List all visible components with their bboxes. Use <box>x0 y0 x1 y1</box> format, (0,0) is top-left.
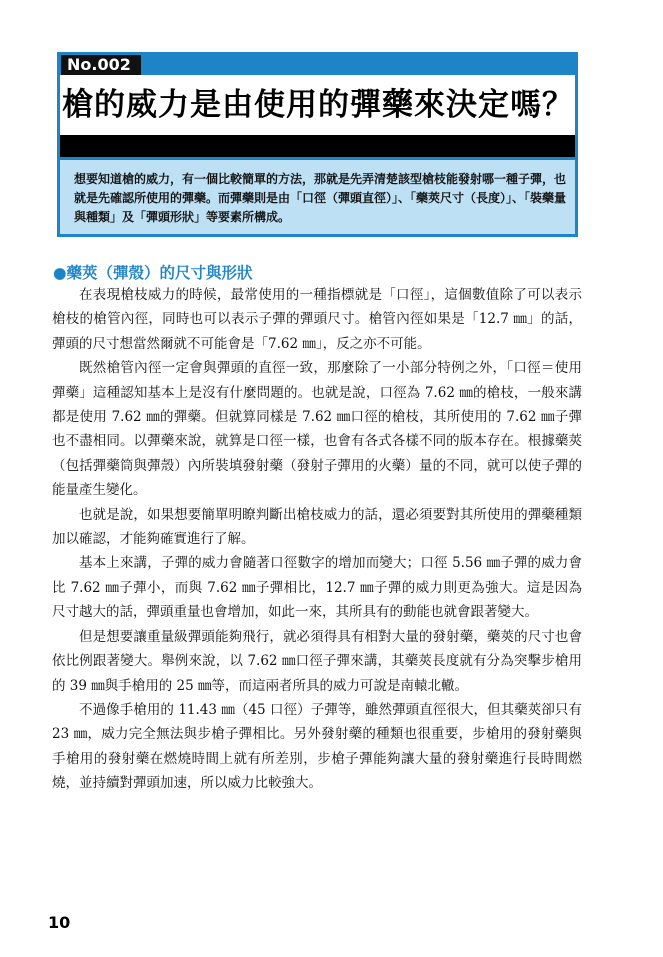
paragraph: 但是想要讓重量級彈頭能夠飛行，就必須得具有相對大量的發射藥，藥莢的尺寸也會依比例跟著變大。舉例來說，以 7.62 ㎜口徑子彈來講，其藥莢長度就有分為突擊步槍用的 39 ㎜與手槍用的 25 ㎜等，而這兩者所具的威力可說是南轅北轍。 <box>52 628 582 694</box>
article-number: No.002 <box>61 55 141 75</box>
title-box <box>57 52 578 160</box>
paragraph: 不過像手槍用的 11.43 ㎜（45 口徑）子彈等，雖然彈頭直徑很大，但其藥莢卻只有 23 ㎜，威力完全無法與步槍子彈相比。另外發射藥的種類也很重要，步槍用的發射藥與手槍用的發射藥在燃燒時間上就有所差別，步槍子彈能夠讓大量的發射藥進行長時間燃燒，並持續對彈頭加速，所以威力比較強大。 <box>52 701 582 792</box>
page-number: 10 <box>48 913 71 932</box>
paragraph: 在表現槍枝威力的時候，最常使用的一種指標就是「口徑」，這個數值除了可以表示槍枝的槍管內徑，同時也可以表示子彈的彈頭尺寸。槍管內徑如果是「12.7 ㎜」的話，彈頭的尺寸想當然爾就不可能會是「7.62 ㎜」，反之亦不可能。 <box>52 287 582 352</box>
paragraph: 基本上來講，子彈的威力會隨著口徑數字的增加而變大；口徑 5.56 ㎜子彈的威力會比 7.62 ㎜子彈小，而與 7.62 ㎜子彈相比，12.7 ㎜子彈的威力則更為強大。這是因為尺寸越大的話，彈頭重量也會增加，如此一來，其所具有的動能也就會跟著變大。 <box>52 555 582 621</box>
paragraph: 也就是說，如果想要簡單明瞭判斷出槍枝威力的話，還必須要對其所使用的彈藥種類加以確認，才能夠確實進行了解。 <box>52 506 582 548</box>
body-text <box>52 283 582 796</box>
summary-box: 想要知道槍的威力，有一個比較簡單的方法，那就是先弄清楚該型槍枝能發射哪一種子彈，也就是先確認所使用的彈藥。而彈藥則是由「口徑（彈頭直徑）」、「藥莢尺寸（長度）」、「裝藥量與種類」及「彈頭形狀」等要素所構成。 <box>57 160 578 237</box>
page-title: 槍的威力是由使用的彈藥來決定嗎？ <box>62 87 574 123</box>
section-heading: ●藥莢（彈殼）的尺寸與形狀 <box>53 264 253 282</box>
title-bar-bottom <box>60 135 575 157</box>
title-bar-top <box>60 55 575 75</box>
paragraph: 既然槍管內徑一定會與彈頭的直徑一致，那麼除了一小部分特例之外，「口徑＝使用彈藥」這種認知基本上是沒有什麼問題的。也就是說，口徑為 7.62 ㎜的槍枝，一般來講都是使用 7.62 ㎜的彈藥。但就算同樣是 7.62 ㎜口徑的槍枝，其所使用的 7.62 ㎜子彈也不盡相同。以彈藥來說，就算是口徑一樣，也會有各式各樣不同的版本存在。根據藥莢（包括彈藥筒與彈殼）內所裝填發射藥（發射子彈用的火藥）量的不同，就可以使子彈的能量產生變化。 <box>52 360 582 499</box>
